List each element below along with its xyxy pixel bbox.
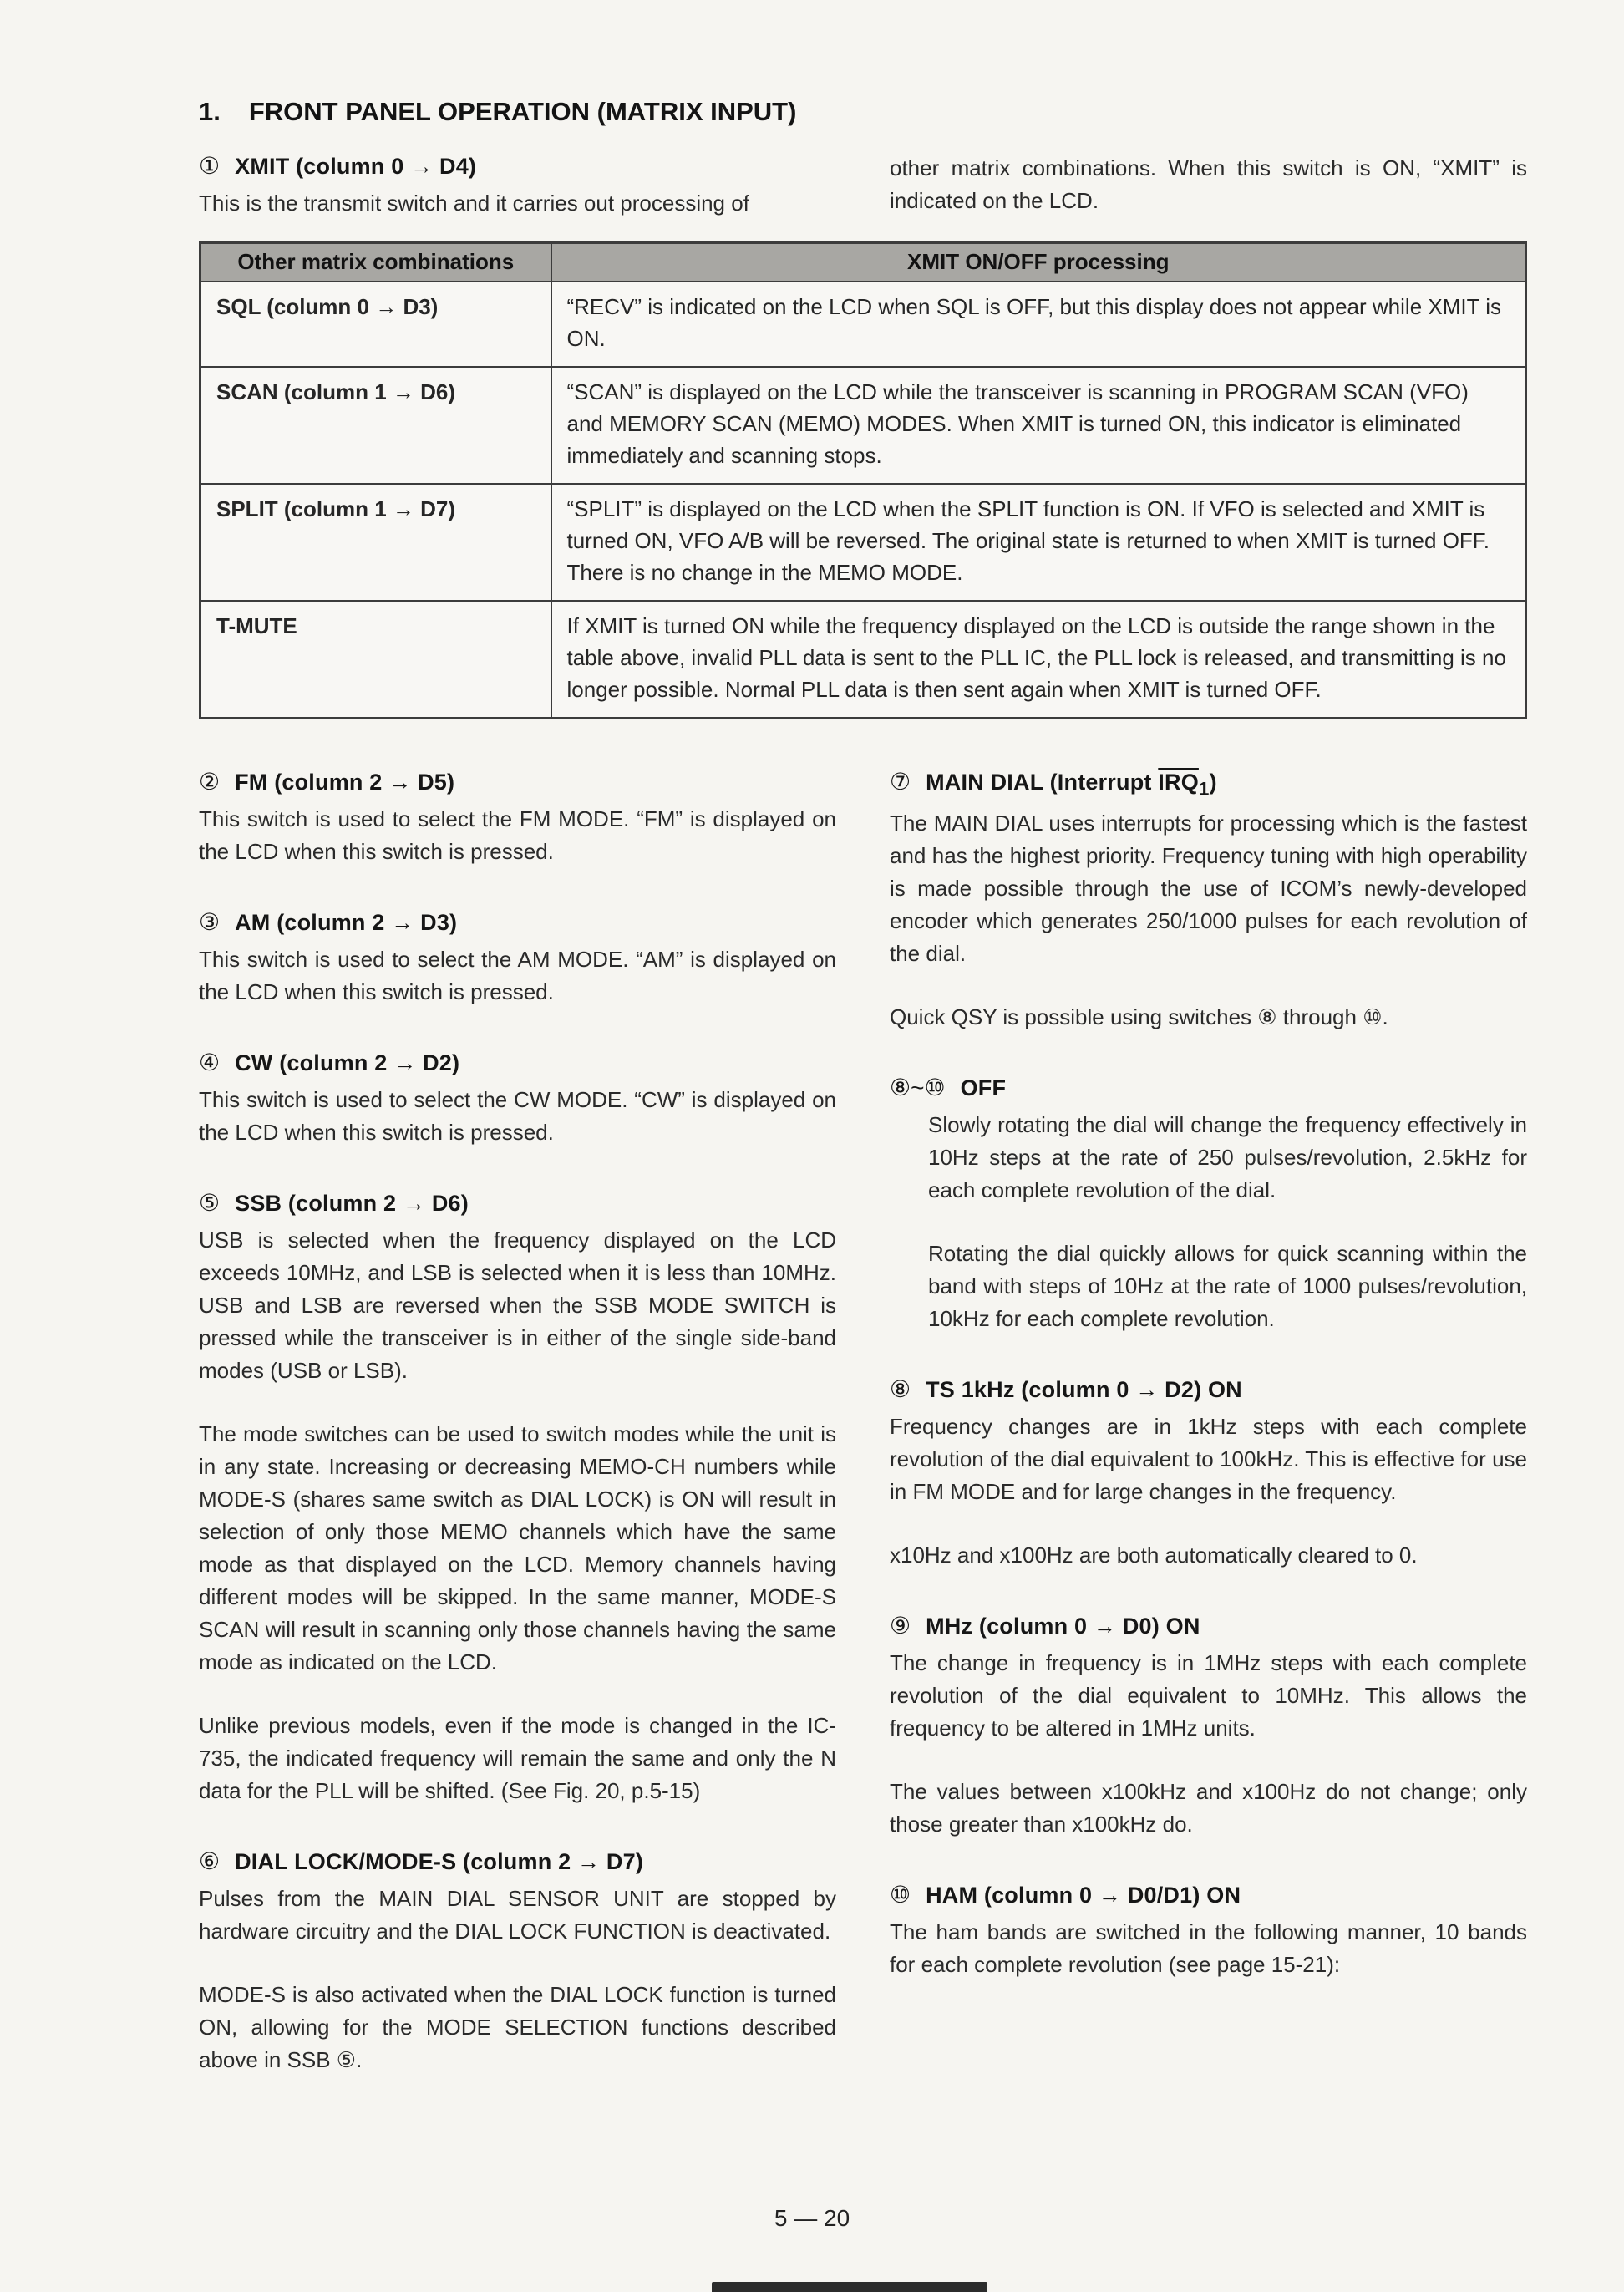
section-heading [890, 768, 1527, 800]
paragraph: Slowly rotating the dial will change the frequency effectively in 10Hz steps at the rate of 250 pulses/revolution, 2.5kHz for each complete revolution of the dial. [928, 1111, 1527, 1202]
heading-text: ) [1209, 769, 1217, 795]
section-number: ⑨ [890, 1612, 911, 1639]
table-header-combinations: Other matrix combinations [200, 243, 551, 282]
row-label: T-MUTE [200, 601, 551, 719]
section-title: AM (column 2 → D3) [235, 909, 458, 935]
section-heading [890, 1881, 1527, 1908]
section-title: DIAL LOCK/MODE-S (column 2 → D7) [235, 1848, 644, 1874]
row-label: SCAN (column 1 → D6) [200, 367, 551, 484]
intro-right-column [890, 152, 1527, 220]
paragraph: The mode switches can be used to switch modes while the unit is in any state. Increasing or decreasing MEMO-CH numbers while MODE-S (shares same switch as DIAL LOCK) is ON will result in selection of only those MEMO channels which have the same mode as that displayed on the LCD. Memory channels having different modes will be skipped. In the same manner, MODE-S SCAN will result in scanning only those channels having the same mode as indicated on the LCD. [199, 1420, 836, 1675]
section-title: CW (column 2 → D2) [235, 1049, 460, 1075]
section-am [199, 908, 836, 1009]
section-heading [890, 1074, 1527, 1101]
section-main-dial [890, 768, 1527, 1034]
section-heading [199, 1847, 836, 1875]
row-description: “SPLIT” is displayed on the LCD when the SPLIT function is ON. If VFO is selected and XMIT is turned ON, VFO A/B will be reversed. The original state is returned to when XMIT is turned OFF. There is no change in the MEMO MODE. [551, 484, 1526, 601]
section-title: FM (column 2 → D5) [235, 769, 455, 795]
page-number: 5 — 20 [774, 2205, 850, 2231]
right-column [890, 768, 1527, 2076]
section-number: ⑧ [890, 1375, 911, 1402]
paragraph: Rotating the dial quickly allows for quick scanning within the band with steps of 10Hz at the rate of 1000 pulses/revolution, 10kHz for each complete revolution. [928, 1240, 1527, 1331]
section-heading [890, 1612, 1527, 1639]
section-heading-xmit [199, 152, 836, 180]
section-title: MHz (column 0 → D0) ON [926, 1613, 1200, 1639]
paragraph: This switch is used to select the AM MODE. “AM” is displayed on the LCD when this switch is pressed. [199, 946, 836, 1004]
table-row-sql [200, 282, 1526, 367]
section-number: ① [199, 153, 221, 179]
xmit-matrix-table [199, 241, 1527, 719]
section-heading [199, 1049, 836, 1076]
paragraph: The values between x100kHz and x100Hz do not change; only those greater than x100kHz do. [890, 1778, 1527, 1837]
section-title: HAM (column 0 → D0/D1) ON [926, 1882, 1241, 1908]
paragraph: Pulses from the MAIN DIAL SENSOR UNIT are stopped by hardware circuitry and the DIAL LOCK FUNCTION is deactivated. [199, 1885, 836, 1944]
paragraph: This is the transmit switch and it carries out processing of [199, 191, 749, 216]
paragraph: x10Hz and x100Hz are both automatically cleared to 0. [890, 1542, 1418, 1568]
row-label: SPLIT (column 1 → D7) [200, 484, 551, 601]
paragraph: MODE-S is also activated when the DIAL LOCK function is turned ON, allowing for the MODE SELECTION functions described above in SSB ⑤. [199, 1981, 836, 2072]
table-row-split [200, 484, 1526, 601]
section-title: OFF [960, 1075, 1007, 1100]
table-row-tmute [200, 601, 1526, 719]
section-cw [199, 1049, 836, 1149]
paragraph: Frequency changes are in 1kHz steps with each complete revolution of the dial equivalent to 100kHz. This is effective for use in FM MODE and for large changes in the frequency. [890, 1413, 1527, 1504]
section-number: ⑧~⑩ [890, 1074, 946, 1100]
paragraph: other matrix combinations. When this switch is ON, “XMIT” is indicated on the LCD. [890, 155, 1527, 213]
page-title-text: FRONT PANEL OPERATION (MATRIX INPUT) [248, 97, 797, 126]
section-heading [199, 908, 836, 936]
irq-subscript: 1 [1198, 777, 1210, 799]
scan-artifact-bar [712, 2282, 987, 2292]
paragraph: Unlike previous models, even if the mode is changed in the IC-735, the indicated frequency will remain the same and only the N data for the PLL will be shifted. (See Fig. 20, p.5-15) [199, 1712, 836, 1803]
paragraph: Quick QSY is possible using switches ⑧ through ⑩. [890, 1004, 1388, 1029]
paragraph: This switch is used to select the CW MODE. “CW” is displayed on the LCD when this switch is pressed. [199, 1086, 836, 1145]
intro-row [199, 152, 1527, 220]
section-title: SSB (column 2 → D6) [235, 1190, 469, 1216]
paragraph: The ham bands are switched in the following manner, 10 bands for each complete revolution (see page 15-21): [890, 1918, 1527, 1977]
row-description: “RECV” is indicated on the LCD when SQL is OFF, but this display does not appear while XMIT is ON. [551, 282, 1526, 367]
row-description: “SCAN” is displayed on the LCD while the transceiver is scanning in PROGRAM SCAN (VFO) and MEMORY SCAN (MEMO) MODES. When XMIT is turned ON, this indicator is eliminated immediately and scanning stops. [551, 367, 1526, 484]
irq-overline-text: $\overline{IRQ}$ [1158, 769, 1199, 795]
section-title: XMIT (column 0 → D4) [235, 154, 477, 179]
intro-left-column [199, 152, 836, 220]
section-number: ⑤ [199, 1189, 221, 1216]
section-title: TS 1kHz (column 0 → D2) ON [926, 1376, 1242, 1402]
paragraph: USB is selected when the frequency displayed on the LCD exceeds 10MHz, and LSB is selected when it is less than 10MHz. USB and LSB are reversed when the SSB MODE SWITCH is pressed while the transceiver is in either of the single side-band modes (USB or LSB). [199, 1227, 836, 1383]
paragraph: The change in frequency is in 1MHz steps with each complete revolution of the dial equivalent to 10MHz. This allows the frequency to be altered in 1MHz units. [890, 1649, 1527, 1741]
paragraph: The MAIN DIAL uses interrupts for processing which is the fastest and has the highest priority. Frequency tuning with high operability is made possible through the use of ICOM’s newly-developed encoder which generates 250/1000 pulses for each revolution of the dial. [890, 810, 1527, 966]
table-row-scan [200, 367, 1526, 484]
left-column [199, 768, 836, 2076]
section-title [926, 770, 1217, 800]
table-header-row [200, 243, 1526, 282]
section-number: ④ [199, 1049, 221, 1075]
table-header-processing: XMIT ON/OFF processing [551, 243, 1526, 282]
section-dial-off [890, 1074, 1527, 1335]
row-label: SQL (column 0 → D3) [200, 282, 551, 367]
section-ts-1khz [890, 1375, 1527, 1572]
section-mhz [890, 1612, 1527, 1841]
body-columns [199, 768, 1527, 2076]
section-number: ⑦ [890, 768, 911, 795]
heading-text: MAIN DIAL (Interrupt [926, 769, 1159, 795]
section-number: ② [199, 768, 221, 795]
section-number: ⑥ [199, 1847, 221, 1874]
paragraph: This switch is used to select the FM MODE. “FM” is displayed on the LCD when this switch is pressed. [199, 806, 836, 864]
section-number: ③ [199, 908, 221, 935]
section-fm [199, 768, 836, 868]
row-description: If XMIT is turned ON while the frequency displayed on the LCD is outside the range shown in the table above, invalid PLL data is sent to the PLL IC, the PLL lock is released, and transmitting is no longer possible. Normal PLL data is then sent again when XMIT is turned OFF. [551, 601, 1526, 719]
section-heading [890, 1375, 1527, 1403]
section-number: ⑩ [890, 1881, 911, 1908]
page-title [199, 97, 1527, 127]
section-heading [199, 1189, 836, 1217]
section-heading [199, 768, 836, 795]
section-ham [890, 1881, 1527, 1981]
page-title-number: 1. [199, 97, 221, 126]
section-ssb [199, 1189, 836, 1807]
section-dial-lock [199, 1847, 836, 2076]
